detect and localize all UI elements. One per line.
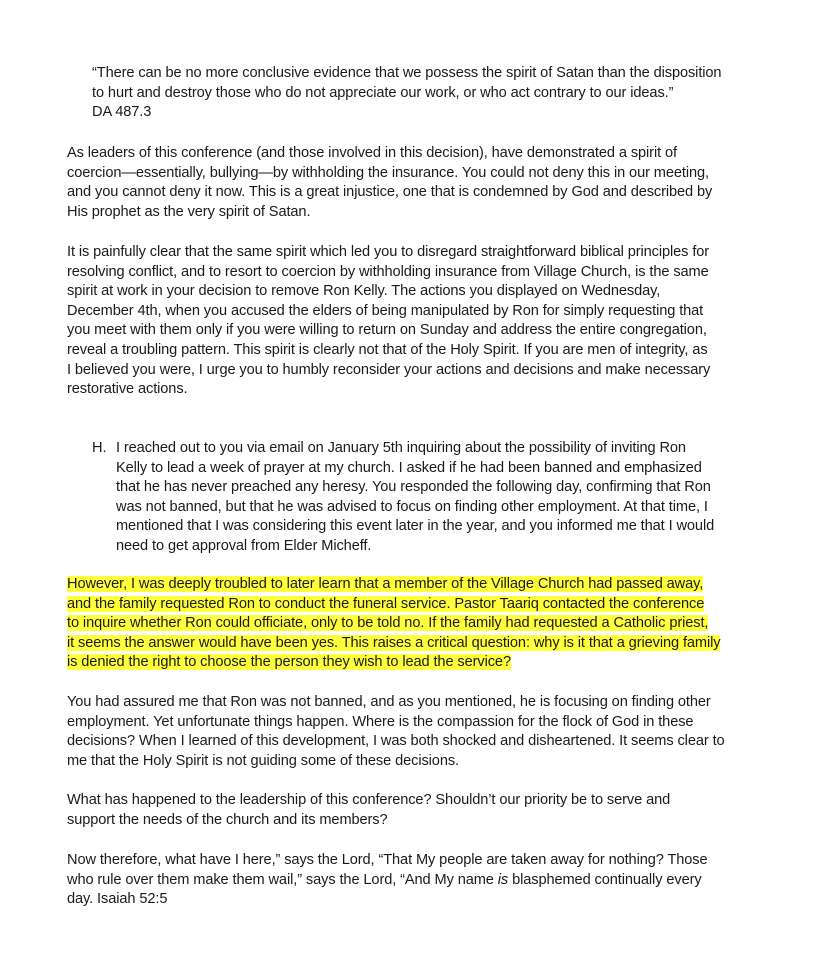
list-line: mentioned that I was considering this event later in the year, and you informed me that I would (116, 518, 715, 535)
paragraph-line: spirit at work in your decision to remove Ron Kelly. The actions you displayed on Wednesday, (67, 283, 661, 300)
paragraph-line: resolving conflict, and to resort to coercion by withholding insurance from Village Church, is the same (67, 263, 709, 280)
paragraph-same-spirit (67, 243, 767, 400)
paragraph-line: you meet with them only if you were willing to return on Sunday and address the entire congregation, (67, 322, 707, 339)
highlight-mark: is denied the right to choose the person they wish to lead the service? (67, 654, 511, 671)
paragraph-line: What has happened to the leadership of this conference? Shouldn’t our priority be to serve and (67, 792, 671, 808)
list-line: I reached out to you via email on January 5th inquiring about the possibility of inviting Ron (116, 440, 686, 456)
list-marker: H. (92, 440, 107, 456)
list-line: need to get approval from Elder Micheff. (116, 537, 372, 554)
paragraph-coercion (67, 144, 767, 222)
highlighted-line (67, 595, 767, 615)
paragraph-line: His prophet as the very spirit of Satan. (67, 203, 311, 220)
quote-line: to hurt and destroy those who do not appreciate our work, or who act contrary to our ideas.” (92, 84, 674, 101)
list-line: that he has never preached any heresy. You responded the following day, confirming that Ron (116, 479, 711, 496)
line-text: who rule over them make them wail,” says the Lord, “And My name (67, 871, 498, 888)
paragraph-line: reveal a troubling pattern. This spirit is clearly not that of the Holy Spirit. If you are men of integrity, as (67, 341, 708, 358)
highlighted-line (67, 634, 767, 654)
paragraph-line: decisions? When I learned of this development, I was both shocked and disheartened. It seems clear to (67, 733, 725, 750)
paragraph-line (67, 871, 767, 891)
line-text: blasphemed continually every (508, 871, 702, 888)
paragraph-line: coercion—essentially, bullying—by withholding the insurance. You could not deny this in our meeting, (67, 164, 709, 181)
paragraph-line: employment. Yet unfortunate things happen. Where is the compassion for the flock of God in these (67, 713, 694, 730)
paragraph-line: and you cannot deny it now. This is a great injustice, one that is condemned by God and described by (67, 184, 713, 201)
highlighted-line (67, 575, 767, 595)
paragraph-line: It is painfully clear that the same spirit which led you to disregard straightforward biblical principles for (67, 244, 710, 260)
paragraph-line: Now therefore, what have I here,” says the Lord, “That My people are taken away for nothing? Those (67, 852, 708, 868)
italic-word: is (497, 871, 509, 888)
scripture-citation: day. Isaiah 52:5 (67, 891, 168, 908)
highlight-mark: and the family requested Ron to conduct the funeral service. Pastor Taariq contacted the conference (67, 595, 705, 612)
highlighted-paragraph (67, 575, 767, 673)
paragraph-line: I believed you were, I urge you to humbly reconsider your actions and decisions and make necessary (67, 361, 711, 378)
quote-citation: DA 487.3 (92, 104, 152, 121)
list-line: Kelly to lead a week of prayer at my church. I asked if he had been banned and emphasized (116, 459, 702, 476)
highlight-mark: it seems the answer would have been yes. This raises a critical question: why is it that a grieving family (67, 634, 721, 651)
paragraph-line: restorative actions. (67, 381, 188, 398)
highlighted-line (67, 653, 767, 673)
paragraph-line: support the needs of the church and its members? (67, 811, 388, 828)
list-line: was not banned, but that he was advised to focus on finding other employment. At that time, I (116, 498, 708, 515)
highlight-mark: However, I was deeply troubled to later learn that a member of the Village Church had passed away, (67, 576, 704, 592)
list-item-h (92, 439, 762, 557)
paragraph-line: me that the Holy Spirit is not guiding some of these decisions. (67, 752, 459, 769)
quote-block (92, 64, 772, 123)
paragraph-compassion (67, 693, 767, 771)
highlighted-line (67, 614, 767, 634)
paragraph-line: December 4th, when you accused the elders of being manipulated by Ron for simply requesting that (67, 302, 704, 319)
paragraph-line: As leaders of this conference (and those involved in this decision), have demonstrated a spirit of (67, 145, 677, 161)
paragraph-line: You had assured me that Ron was not banned, and as you mentioned, he is focusing on finding other (67, 694, 711, 710)
highlight-mark: to inquire whether Ron could officiate, only to be told no. If the family had requested a Catholic priest, (67, 615, 709, 632)
list-item-text (116, 439, 762, 557)
quote-line: “There can be no more conclusive evidence that we possess the spirit of Satan than the disposition (92, 65, 722, 81)
paragraph-leadership (67, 791, 767, 830)
paragraph-isaiah (67, 851, 767, 910)
